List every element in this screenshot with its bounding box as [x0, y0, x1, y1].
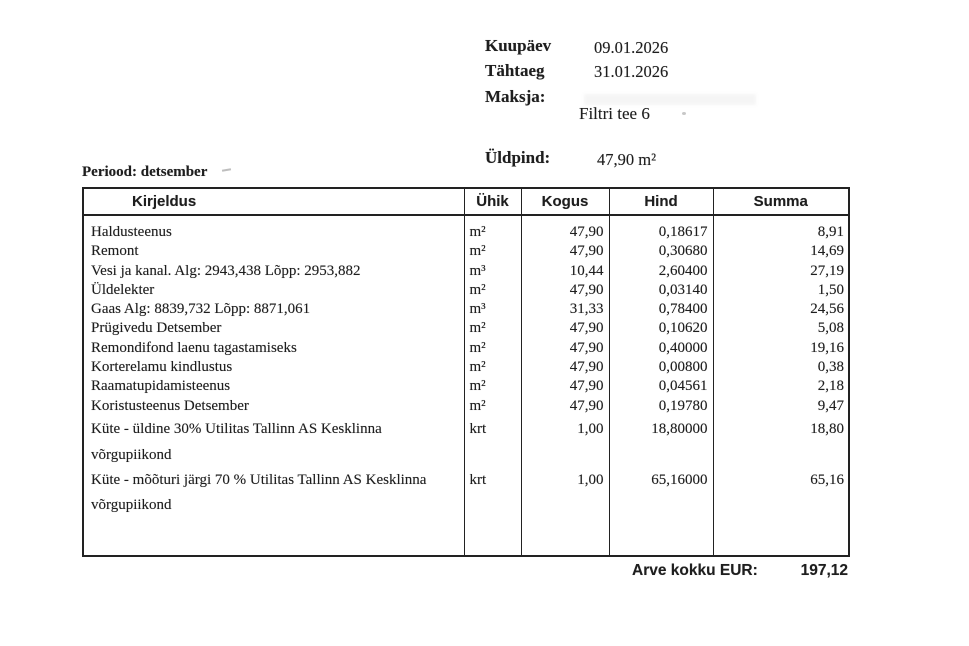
cell-hind: 0,40000 — [609, 339, 713, 358]
cell-hind: 0,00800 — [609, 358, 713, 377]
cell-summa: 5,08 — [713, 319, 849, 338]
cell-kogus: 1,00 — [521, 468, 609, 518]
due-date-value: 31.01.2026 — [594, 62, 669, 81]
cell-kirjeldus: Prügivedu Detsember — [91, 320, 222, 337]
cell-kirjeldus: Raamatupidamisteenus — [91, 378, 231, 395]
charges-table — [82, 187, 850, 557]
invoice-total-value: 197,12 — [800, 562, 848, 579]
cell-hind: 2,60400 — [609, 262, 713, 281]
cell-summa: 24,56 — [713, 300, 849, 319]
cell-kirjeldus: Koristusteenus Detsember — [91, 397, 249, 414]
table-filler-row — [83, 518, 849, 556]
cell-kirjeldus: Remont — [91, 243, 139, 260]
date-label: Kuupäev — [485, 36, 552, 55]
empty-cell — [521, 518, 609, 556]
cell-kogus: 47,90 — [521, 377, 609, 396]
cell-uhik: m² — [464, 319, 521, 338]
cell-uhik: m² — [464, 397, 521, 416]
cell-hind: 18,80000 — [609, 416, 713, 468]
cell-hind: 0,30680 — [609, 242, 713, 261]
column-header-kogus: Kogus — [521, 188, 609, 215]
table-row — [83, 416, 849, 468]
cell-summa: 27,19 — [713, 262, 849, 281]
cell-uhik: m² — [464, 339, 521, 358]
cell-summa: 19,16 — [713, 339, 849, 358]
charges-table-wrapper — [82, 187, 848, 557]
cell-kirjeldus: Küte - üldine 30% Utilitas Tallinn AS Kesklinna võrgupiikond — [91, 420, 382, 463]
table-row — [83, 339, 849, 358]
cell-uhik: krt — [464, 468, 521, 518]
cell-summa: 9,47 — [713, 397, 849, 416]
cell-uhik: krt — [464, 416, 521, 468]
cell-hind: 0,19780 — [609, 397, 713, 416]
total-area-label: Üldpind: — [485, 148, 551, 167]
table-row — [83, 262, 849, 281]
cell-summa: 8,91 — [713, 215, 849, 242]
scan-dot-artifact — [682, 112, 686, 115]
invoice-total-label: Arve kokku EUR: — [632, 562, 758, 579]
cell-summa: 14,69 — [713, 242, 849, 261]
cell-uhik: m² — [464, 242, 521, 261]
cell-kirjeldus: Remondifond laenu tagastamiseks — [91, 339, 297, 356]
cell-kirjeldus: Üldelekter — [91, 281, 155, 298]
cell-kogus: 47,90 — [521, 281, 609, 300]
cell-kogus: 47,90 — [521, 215, 609, 242]
table-row — [83, 281, 849, 300]
scan-dash-artifact — [222, 168, 231, 172]
cell-kirjeldus: Vesi ja kanal. Alg: 2943,438 Lõpp: 2953,882 — [91, 262, 361, 279]
payer-address: Filtri tee 6 — [579, 104, 650, 123]
cell-uhik: m³ — [464, 300, 521, 319]
total-area-value: 47,90 m² — [597, 150, 657, 169]
cell-kirjeldus: Haldusteenus — [91, 224, 172, 240]
cell-kirjeldus: Küte - mõõturi järgi 70 % Utilitas Tallinn AS Kesklinna võrgupiikond — [91, 471, 427, 513]
cell-uhik: m² — [464, 377, 521, 396]
empty-cell — [713, 518, 849, 556]
cell-summa: 2,18 — [713, 377, 849, 396]
cell-kogus: 47,90 — [521, 358, 609, 377]
column-header-hind: Hind — [609, 188, 713, 215]
cell-hind: 0,18617 — [609, 215, 713, 242]
cell-kogus: 47,90 — [521, 319, 609, 338]
cell-uhik: m³ — [464, 262, 521, 281]
cell-kogus: 10,44 — [521, 262, 609, 281]
table-row — [83, 319, 849, 338]
cell-uhik: m² — [464, 281, 521, 300]
column-header-kirjeldus: Kirjeldus — [83, 188, 464, 215]
cell-summa: 0,38 — [713, 358, 849, 377]
table-row — [83, 300, 849, 319]
table-row — [83, 215, 849, 242]
table-row — [83, 397, 849, 416]
cell-kogus: 47,90 — [521, 242, 609, 261]
column-header-uhik: Ühik — [464, 188, 521, 215]
empty-cell — [609, 518, 713, 556]
cell-summa: 18,80 — [713, 416, 849, 468]
date-value: 09.01.2026 — [594, 38, 669, 57]
payer-label: Maksja: — [485, 87, 546, 106]
cell-kogus: 47,90 — [521, 397, 609, 416]
cell-hind: 0,10620 — [609, 319, 713, 338]
cell-hind: 0,04561 — [609, 377, 713, 396]
cell-hind: 65,16000 — [609, 468, 713, 518]
table-row — [83, 242, 849, 261]
cell-summa: 65,16 — [713, 468, 849, 518]
cell-summa: 1,50 — [713, 281, 849, 300]
due-date-label: Tähtaeg — [485, 61, 545, 80]
cell-kirjeldus: Korterelamu kindlustus — [91, 359, 233, 376]
cell-uhik: m² — [464, 358, 521, 377]
cell-kirjeldus: Gaas Alg: 8839,732 Lõpp: 8871,061 — [91, 301, 311, 318]
empty-cell — [83, 518, 464, 556]
table-row — [83, 377, 849, 396]
table-row — [83, 358, 849, 377]
column-header-summa: Summa — [713, 188, 849, 215]
cell-kogus: 47,90 — [521, 339, 609, 358]
table-row — [83, 468, 849, 518]
cell-kogus: 1,00 — [521, 416, 609, 468]
period-label: Periood: detsember — [82, 164, 208, 180]
empty-cell — [464, 518, 521, 556]
cell-hind: 0,03140 — [609, 281, 713, 300]
table-header-row — [83, 188, 849, 215]
cell-kogus: 31,33 — [521, 300, 609, 319]
cell-hind: 0,78400 — [609, 300, 713, 319]
cell-uhik: m² — [464, 215, 521, 242]
